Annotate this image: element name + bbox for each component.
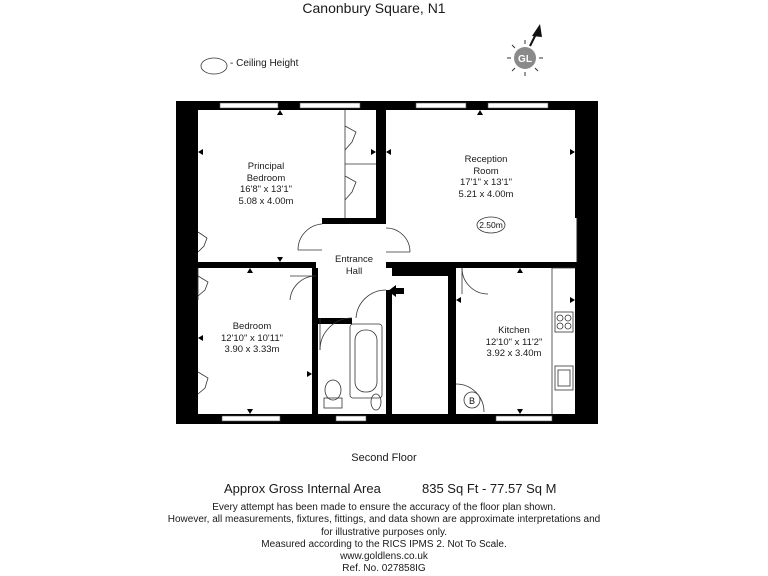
reference-number: Ref. No. 027858IG (342, 563, 426, 575)
walls (176, 101, 598, 424)
area-label: Approx Gross Internal Area (224, 481, 381, 496)
disclaimer-line: Measured according to the RICS IPMS 2. Not To Scale. (261, 538, 507, 550)
disclaimer-line: Every attempt has been made to ensure the accuracy of the floor plan shown. (212, 502, 556, 513)
room-label-entrance-hall: Entrance Hall (334, 254, 374, 277)
kitchen-sink-icon (555, 366, 573, 390)
ceiling-height-value: 2.50m (479, 220, 503, 230)
room-label-bedroom: Bedroom 12'10" x 10'11" 3.90 x 3.33m (221, 321, 283, 355)
disclaimer (104, 502, 664, 576)
area-value: 835 Sq Ft - 77.57 Sq M (422, 481, 557, 496)
boiler-label: B (468, 396, 476, 406)
disclaimer-line: for illustrative purposes only. (321, 526, 447, 538)
website-link[interactable]: www.goldlens.co.uk (340, 551, 428, 563)
compass-logo-text: GL (518, 54, 532, 65)
legend-label: - Ceiling Height (230, 58, 299, 69)
boiler-icon (464, 392, 480, 408)
disclaimer-line: However, all measurements, fixtures, fittings, and data shown are approximate interpretations and (167, 514, 601, 526)
kitchen-counter (552, 268, 575, 414)
page-title: Canonbury Square, N1 (302, 0, 446, 16)
room-label-principal-bedroom: Principal Bedroom 16'8" x 13'1" 5.08 x 4.00m (238, 161, 294, 207)
compass-icon (507, 24, 543, 76)
room-label-kitchen: Kitchen 12'10" x 11'2" 3.92 x 3.40m (485, 325, 543, 359)
hob-icon (555, 312, 573, 332)
floor-label: Second Floor (351, 452, 417, 464)
sink-icon (371, 394, 381, 410)
bath-icon (350, 324, 382, 398)
toilet-icon (324, 380, 342, 408)
room-label-reception-room: Reception Room 17'1" x 13'1" 5.21 x 4.00m (458, 154, 514, 200)
ceiling-height-legend-icon (201, 58, 227, 74)
